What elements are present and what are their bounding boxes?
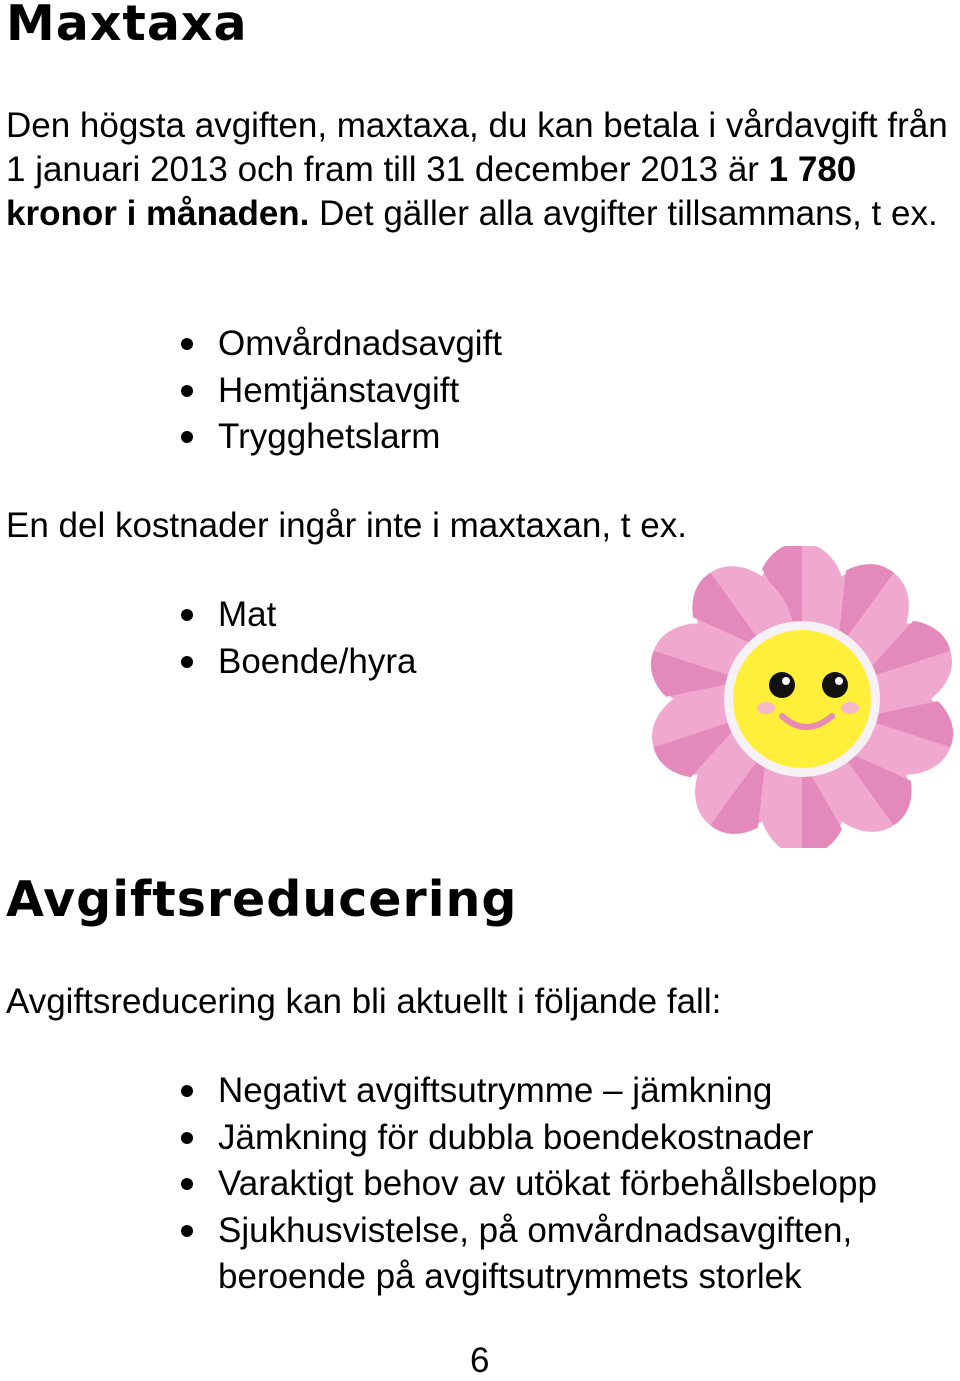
list-item-text: Varaktigt behov av utökat förbehållsbelopp [218, 1164, 877, 1203]
list-item-text: Hemtjänstavgift [218, 370, 460, 410]
list-item [0, 639, 416, 686]
page-number: 6 [470, 1341, 490, 1380]
flower-center [733, 630, 871, 768]
included-fees-list [0, 321, 502, 461]
bullet-icon [181, 385, 193, 397]
list-item-text: Trygghetslarm [218, 417, 441, 456]
maxtaxa-amount: 1 780 kronor i månaden. [6, 150, 857, 233]
list-item-text: Sjukhusvistelse, på omvårdnadsavgiften, beroende på avgiftsutrymmets storlek [218, 1210, 853, 1296]
list-item [0, 1115, 918, 1162]
list-item-text: Jämkning för dubbla boendekostnader [218, 1117, 814, 1157]
right-eye-icon [822, 672, 848, 698]
left-eye-highlight [782, 677, 790, 685]
right-cheek [841, 702, 859, 714]
list-item [0, 368, 502, 415]
bullet-icon [181, 656, 193, 668]
list-item [0, 1068, 918, 1115]
bullet-icon [181, 1178, 193, 1190]
list-item-text: Omvårdnadsavgift [218, 324, 503, 363]
bullet-icon [181, 1225, 193, 1237]
list-item [0, 321, 502, 368]
list-item [0, 1161, 918, 1208]
bullet-icon [181, 431, 193, 443]
bullet-icon [181, 609, 193, 621]
maxtaxa-intro [6, 104, 956, 236]
list-item [0, 414, 502, 461]
left-eye-icon [769, 672, 795, 698]
heading-maxtaxa: Maxtaxa [6, 0, 248, 52]
reduction-cases-list [0, 1068, 918, 1301]
list-item-text: Boende/hyra [218, 641, 417, 681]
list-item-text: Negativt avgiftsutrymme – jämkning [218, 1071, 773, 1110]
list-item [0, 1208, 918, 1301]
smiling-flower-icon [648, 546, 960, 848]
intro-text: Den högsta avgiften, maxtaxa, du kan betala i vårdavgift från 1 januari 2013 och fram till 31 december 2013 är [6, 106, 948, 189]
left-cheek [757, 702, 775, 714]
intro-tail: Det gäller alla avgifter tillsammans, t ex. [309, 194, 938, 233]
reduction-intro: Avgiftsreducering kan bli aktuellt i följande fall: [6, 982, 722, 1021]
bullet-icon [181, 1085, 193, 1097]
bullet-icon [181, 338, 193, 350]
bullet-icon [181, 1132, 193, 1144]
right-eye-highlight [835, 677, 843, 685]
excluded-intro: En del kostnader ingår inte i maxtaxan, t ex. [6, 506, 687, 545]
list-item-text: Mat [218, 595, 277, 634]
list-item [0, 592, 416, 639]
heading-avgiftsreducering: Avgiftsreducering [6, 871, 518, 928]
excluded-costs-list [0, 592, 416, 685]
